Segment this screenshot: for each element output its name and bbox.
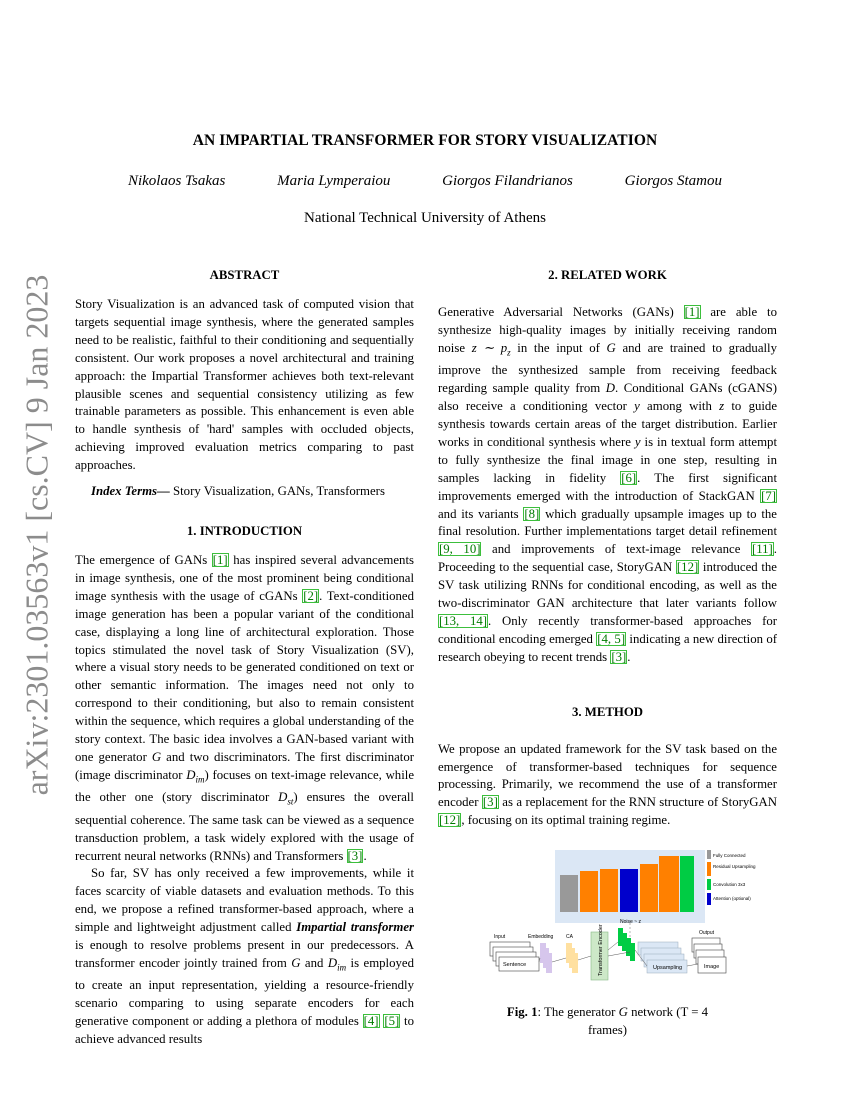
text-run: and two discriminators. The first discriminator (image discriminator — [75, 749, 414, 782]
citation-link[interactable]: [11] — [751, 542, 773, 557]
intro-heading: 1. INTRODUCTION — [186, 523, 303, 538]
figure-generator — [490, 850, 756, 1038]
caption-text: network (T = 4 frames) — [587, 1005, 709, 1038]
author-name: Nikolaos Tsakas — [127, 173, 226, 189]
label-output: Output — [698, 930, 714, 937]
label-input: Input — [493, 934, 505, 941]
legend-res: Residual Upsampling — [712, 864, 756, 870]
text-run: is employed to create an input representation, yielding a resource-friendly scenario comparing to using separate encoders for each generative component or adding a plethora of modules — [75, 956, 414, 1029]
text-run: introduced the SV task utilizing RNNs for conditional encoding, as well as the two-discriminator GAN architecture that later variants follow — [438, 560, 777, 611]
text-run: are able to synthesize high-quality images by initially receiving random noise — [438, 305, 777, 355]
citation-link[interactable]: [13, 14] — [439, 613, 488, 628]
text-run: which gradually upsample images up to the final resolution. Further implementations target detail refinement — [438, 506, 777, 539]
legend-swatch-res — [707, 862, 711, 876]
legend-swatch-fc — [707, 850, 711, 859]
citation-link[interactable]: [3] — [482, 795, 498, 810]
text-run: We propose an updated framework for the SV task based on the emergence of transformer-based techniques for sequence processing. Primarily, we recommend the use of a transformer encoder — [438, 741, 777, 810]
left-column — [75, 266, 414, 1049]
paper-title: AN IMPARTIAL TRANSFORMER FOR STORY VISUALIZATION — [192, 132, 658, 149]
label-sentence: Sentence — [502, 962, 526, 969]
math-var: $D_{st}$ — [278, 790, 294, 807]
math-var: z ∼ $p_z$ — [471, 340, 511, 358]
arxiv-id: arXiv:2301.03563v1 [cs.CV] 9 Jan 2023 — [18, 274, 55, 796]
text-run: and — [300, 956, 328, 970]
author-name: Maria Lymperaiou — [277, 173, 391, 189]
author-name: Giorgos Stamou — [624, 173, 723, 189]
related-heading: 2. RELATED WORK — [548, 268, 667, 282]
text-run: . Only recently transformer-based approaches for conditional encoding emerged — [438, 613, 777, 646]
figure-caption — [490, 1004, 726, 1040]
text-run: is enough to resolve problems present in our predecessors. A transformer encoder jointly trained from — [75, 938, 414, 970]
attention-block — [620, 869, 638, 912]
fc-block — [560, 875, 578, 912]
res-block — [659, 856, 679, 912]
math-var: G — [618, 1005, 628, 1020]
res-block — [580, 871, 598, 912]
text-run: . Text-conditioned image generation has been a popular variant of the conditional case, displaying a long line of architectural exploration. Those topics stimulated the novel task of Story Visualization (SV), where a visual story needs to be generated conditioned on text or other semantic information. The images need not only to correspond to their conditioning, but also to remain consistent within the sequence, which requires a global understanding of the story context. The basic idea involves a GAN-based variant with one generator — [75, 588, 414, 764]
math-var: D — [605, 381, 616, 396]
citation-link[interactable]: [5] — [384, 1014, 400, 1029]
math-var: G — [291, 956, 301, 970]
citation-link[interactable]: [7] — [761, 488, 776, 503]
arxiv-stamp — [12, 274, 62, 796]
text-run: has inspired several advancements in image synthesis, one of the most prominent being conditional image synthesis with the usage of cGANs — [75, 552, 414, 603]
math-var: $D_{im}$ — [186, 767, 205, 785]
label-upsampling: Upsampling — [652, 965, 682, 972]
right-column — [438, 266, 778, 1038]
res-block — [640, 864, 658, 912]
text-run: indicating a new direction of research obeying to recent trends — [438, 631, 777, 664]
citation-link[interactable]: [3] — [611, 649, 627, 664]
related-paragraph — [438, 304, 777, 667]
index-terms-text: Story Visualization, GANs, Transformers — [169, 484, 385, 499]
legend-conv: Convolution 3x3 — [712, 882, 745, 888]
text-run: and its variants — [438, 506, 524, 521]
citation-link[interactable]: [6] — [621, 470, 637, 485]
text-run: . Proceeding to the sequential case, StoryGAN — [438, 542, 777, 575]
res-block — [600, 869, 618, 912]
citation-link[interactable]: [4, 5] — [597, 631, 626, 646]
method-paragraph — [438, 741, 777, 831]
label-image: Image — [703, 964, 719, 971]
label-ca: CA — [565, 934, 573, 941]
text-run: is in textual form attempt to fully synthesize the final image in one step, resulting in samples lacking in fidelity — [438, 434, 777, 485]
text-run: . — [363, 848, 367, 863]
abstract-text: Story Visualization is an advanced task of computed vision that targets sequential image synthesis, where the generated samples need to be realistic, faithful to their conditioning and sequentially consistent. Our work proposes a novel architectural and training approach: the Impartial Transformer achieves both text-relevant plausible scenes and sequential consistency utilizing as few trainable parameters as possible. This enhancement is even able to handle synthesis of 'hard' samples with occluded objects, achieving improved evaluation metrics comparing to past approaches. — [75, 297, 414, 473]
text-run: and are trained to gradually improve the synthesized sample from receiving feedback regarding sample quality from — [438, 340, 778, 396]
abstract-heading: ABSTRACT — [209, 268, 280, 282]
text-run: . — [627, 649, 631, 664]
text-run: as a replacement for the RNN structure of StoryGAN — [498, 795, 777, 810]
math-var: y — [634, 434, 641, 449]
text-run: , focusing on its optimal training regime. — [461, 813, 671, 828]
noise-block — [630, 943, 635, 961]
citation-link[interactable]: [3] — [347, 848, 363, 863]
index-terms-label: Index Terms— — [91, 484, 170, 499]
math-var: $D_{im}$ — [327, 956, 347, 973]
label-transformer: Transformer Encoder — [597, 924, 604, 977]
text-run: in the input of — [510, 340, 607, 355]
text-run: The emergence of GANs — [75, 552, 212, 567]
citation-link[interactable]: [9, 10] — [439, 542, 481, 557]
label-embedding: Embedding — [527, 934, 553, 941]
text-run: to achieve advanced results — [75, 1014, 414, 1047]
legend-attn: Attention (optional) — [712, 896, 751, 902]
index-terms — [75, 483, 414, 501]
citation-link[interactable]: [1] — [684, 305, 700, 319]
citation-link[interactable]: [12] — [439, 813, 461, 828]
intro-paragraph-1 — [75, 552, 414, 866]
text-run: and improvements of text-image relevance — [481, 542, 751, 557]
generator-diagram — [490, 850, 756, 1000]
math-var: G — [606, 340, 616, 355]
citation-link[interactable]: [2] — [303, 588, 319, 603]
intro-paragraph-2 — [75, 865, 414, 1049]
text-run: ) focuses on text-image relevance, while the other one (story discriminator — [75, 767, 414, 805]
citation-link[interactable]: [1] — [212, 552, 228, 567]
method-heading: 3. METHOD — [571, 704, 644, 719]
author-name: Giorgos Filandrianos — [442, 173, 573, 189]
math-var: G — [151, 749, 162, 764]
conv-block — [680, 856, 694, 912]
text-run: to guide synthesis towards certain areas of the target distribution. Earlier works in conditional synthesis where — [438, 399, 777, 449]
citation-link[interactable]: [12] — [676, 560, 699, 575]
legend-swatch-attn — [707, 893, 711, 905]
label-noise: Noise ~ z — [619, 919, 641, 926]
text-run: . The first significant improvements emerged with the introduction of StackGAN — [438, 470, 777, 503]
caption-label: Fig. 1 — [506, 1005, 538, 1020]
text-run: So far, SV has only received a few improvements, while it faces scarcity of viable datasets and evaluation methods. To this end, we propose a refined transformer-based approach, where a simple and lightweight adjustment called — [75, 866, 414, 935]
text-run: among with — [639, 399, 720, 414]
text-run: . Conditional GANs (cGANS) also receive a conditioning vector — [438, 381, 777, 414]
math-var: y — [634, 399, 640, 414]
caption-text: : The generator — [537, 1005, 619, 1020]
math-var: z — [719, 399, 725, 414]
text-run: ) ensures the overall sequential coherence. The same task can be viewed as a sequence transduction problem, a task widely explored with the usage of recurrent neural networks (RNNs) and Transformers — [75, 790, 414, 863]
legend-fc: Fully Connected — [712, 853, 746, 859]
text-run: Generative Adversarial Networks (GANs) — [438, 305, 684, 319]
emphasis: Impartial transformer — [296, 920, 415, 935]
author-list — [0, 173, 850, 190]
legend-swatch-conv — [707, 879, 711, 890]
citation-link[interactable]: [4] — [363, 1014, 379, 1029]
affiliation: National Technical University of Athens — [304, 210, 546, 226]
citation-link[interactable]: [8] — [524, 506, 540, 521]
